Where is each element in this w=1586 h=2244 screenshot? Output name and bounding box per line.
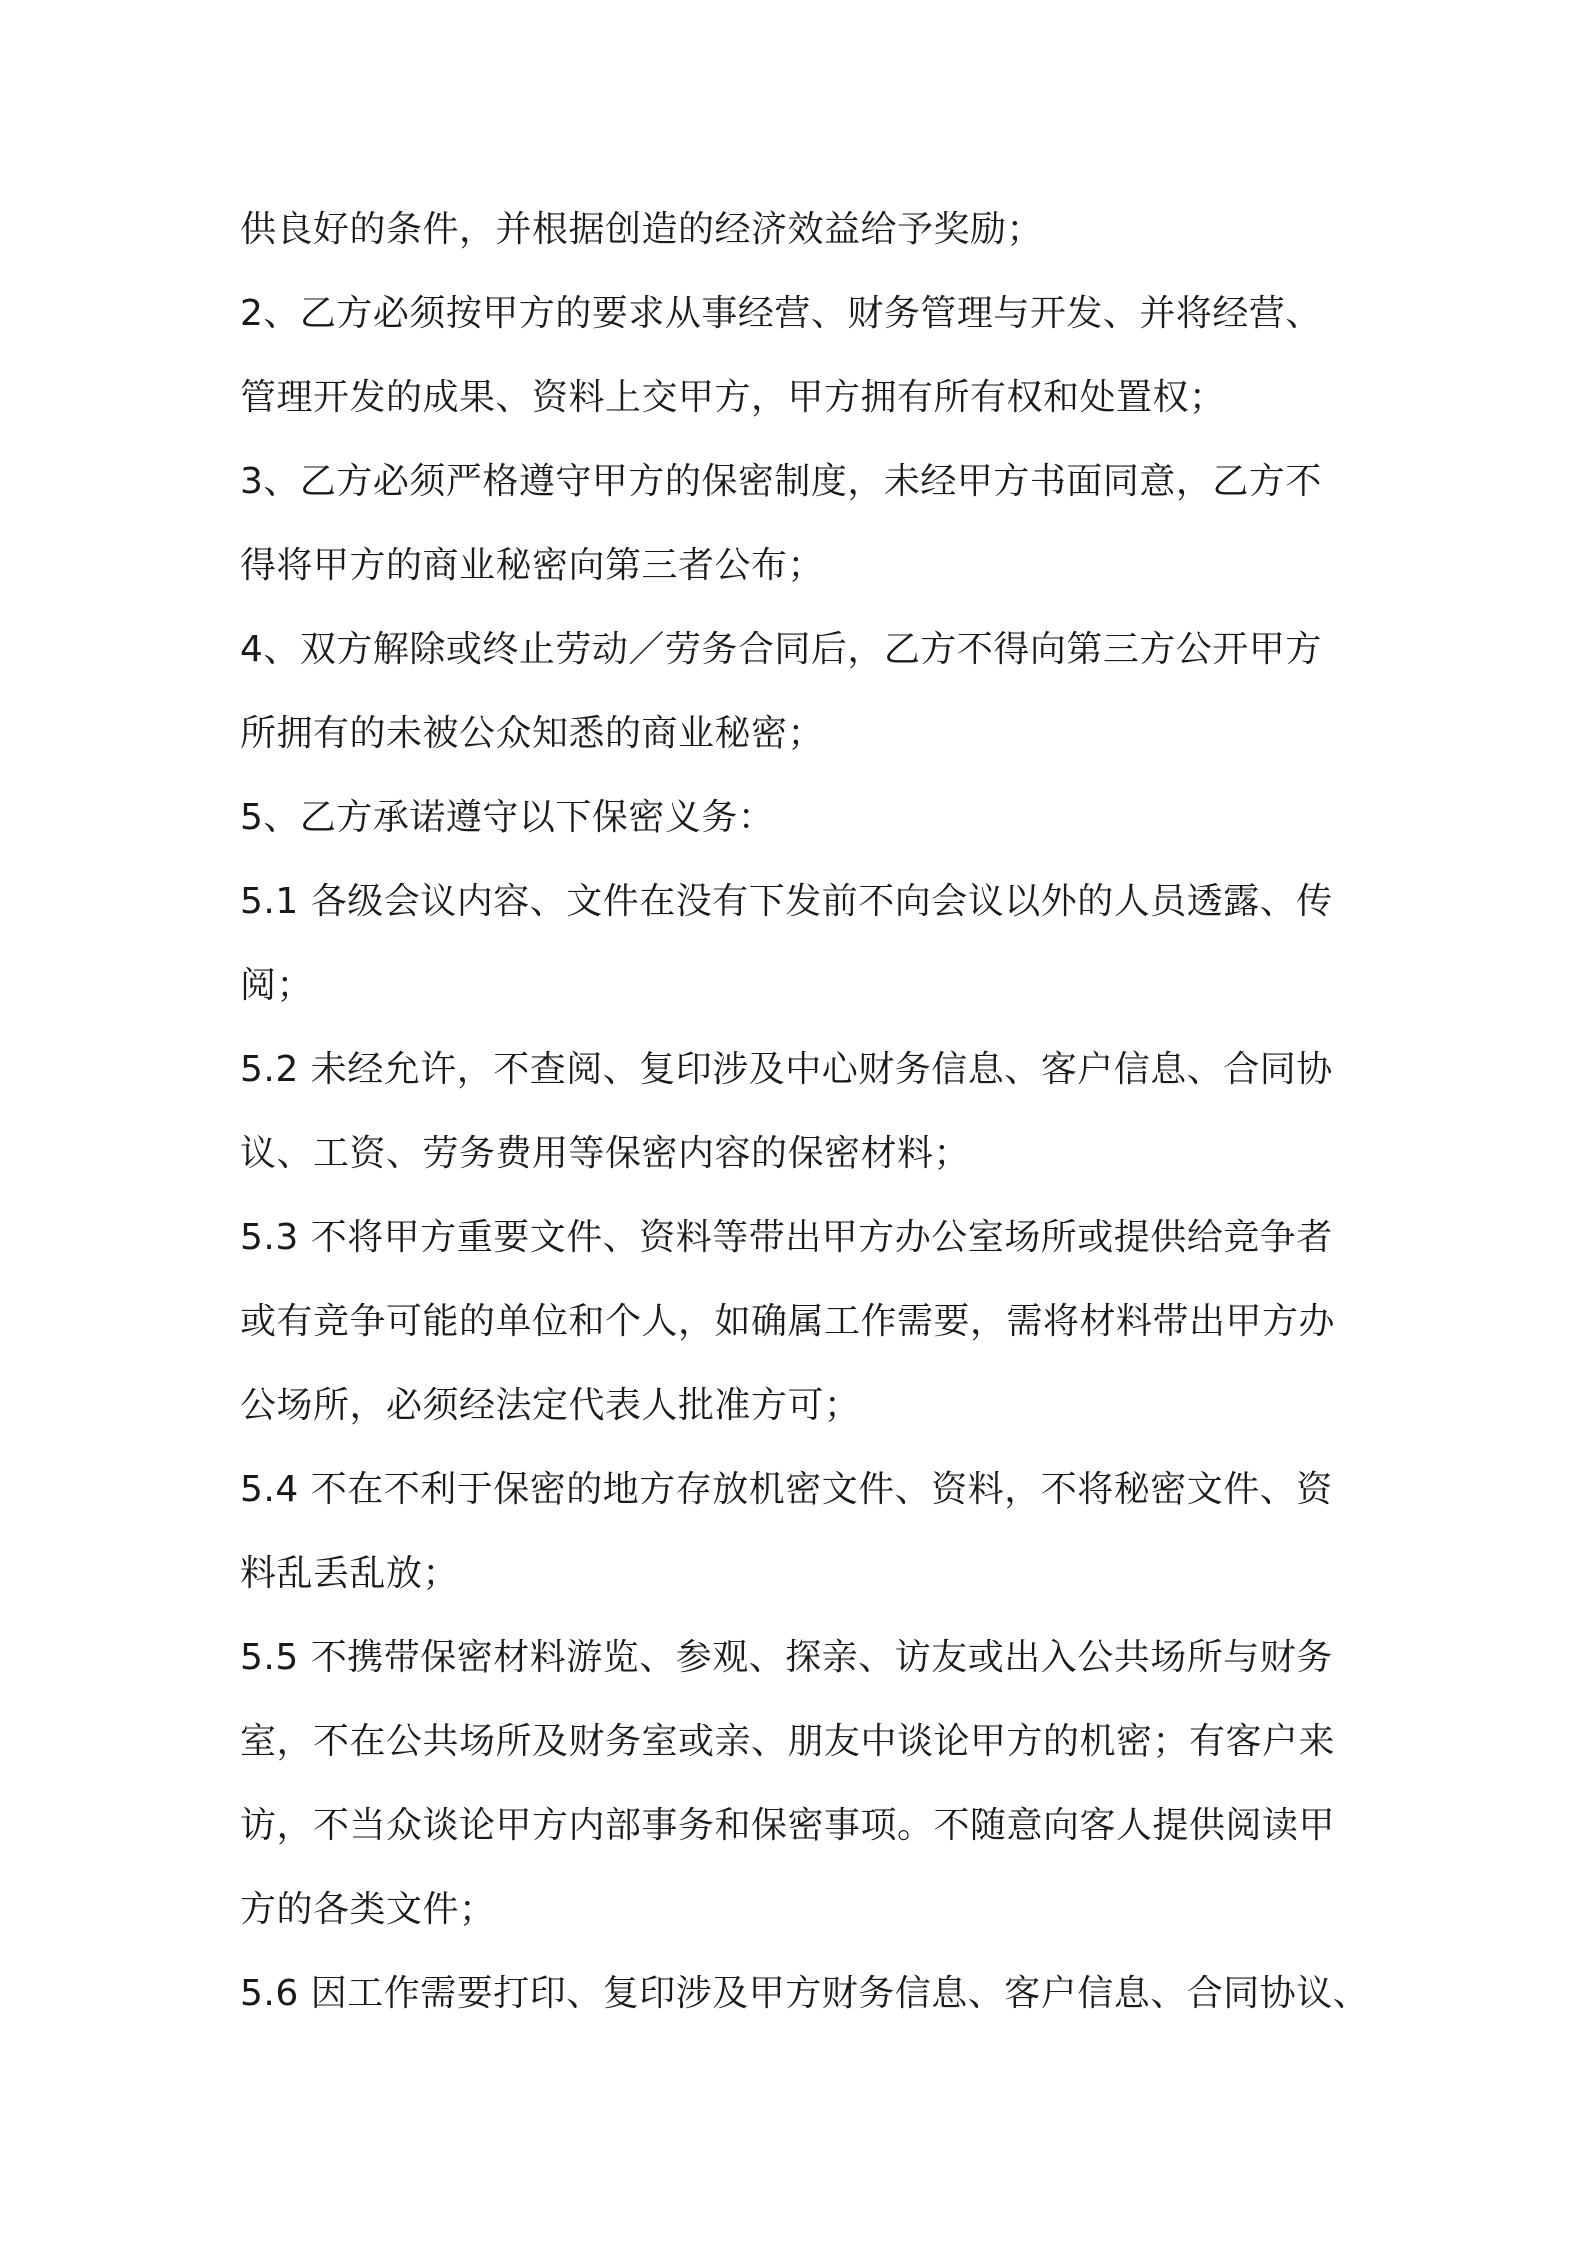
text-line: 室，不在公共场所及财务室或亲、朋友中谈论甲方的机密；有客户来 <box>240 1721 1336 1762</box>
text-line: 4、双方解除或终止劳动／劳务合同后，乙方不得向第三方公开甲方 <box>240 629 1322 670</box>
text-line: 方的各类文件； <box>240 1889 496 1930</box>
text-line: 5.1 各级会议内容、文件在没有下发前不向会议以外的人员透露、传 <box>240 881 1333 922</box>
text-line: 管理开发的成果、资料上交甲方，甲方拥有所有权和处置权； <box>240 377 1226 418</box>
text-line: 所拥有的未被公众知悉的商业秘密； <box>240 713 825 754</box>
text-line: 供良好的条件，并根据创造的经济效益给予奖励； <box>240 209 1044 250</box>
text-line: 得将甲方的商业秘密向第三者公布； <box>240 545 825 586</box>
document-body <box>240 188 1370 2036</box>
text-line: 5.3 不将甲方重要文件、资料等带出甲方办公室场所或提供给竞争者 <box>240 1217 1333 1258</box>
text-line: 料乱丢乱放； <box>240 1553 460 1594</box>
text-line: 或有竞争可能的单位和个人，如确属工作需要，需将材料带出甲方办 <box>240 1301 1336 1342</box>
text-line: 5.6 因工作需要打印、复印涉及甲方财务信息、客户信息、合同协议、 <box>240 1973 1370 2014</box>
text-line: 5、乙方承诺遵守以下保密义务： <box>240 797 775 838</box>
text-line: 5.2 未经允许，不查阅、复印涉及中心财务信息、客户信息、合同协 <box>240 1049 1333 1090</box>
text-line: 议、工资、劳务费用等保密内容的保密材料； <box>240 1133 971 1174</box>
text-line: 5.4 不在不利于保密的地方存放机密文件、资料，不将秘密文件、资 <box>240 1469 1333 1510</box>
text-line: 访，不当众谈论甲方内部事务和保密事项。不随意向客人提供阅读甲 <box>240 1805 1336 1846</box>
text-line: 公场所，必须经法定代表人批准方可； <box>240 1385 861 1426</box>
text-line: 5.5 不携带保密材料游览、参观、探亲、访友或出入公共场所与财务 <box>240 1637 1333 1678</box>
text-line: 2、乙方必须按甲方的要求从事经营、财务管理与开发、并将经营、 <box>240 293 1322 334</box>
text-line: 3、乙方必须严格遵守甲方的保密制度，未经甲方书面同意，乙方不 <box>240 461 1322 502</box>
text-line: 阅； <box>240 965 314 1006</box>
